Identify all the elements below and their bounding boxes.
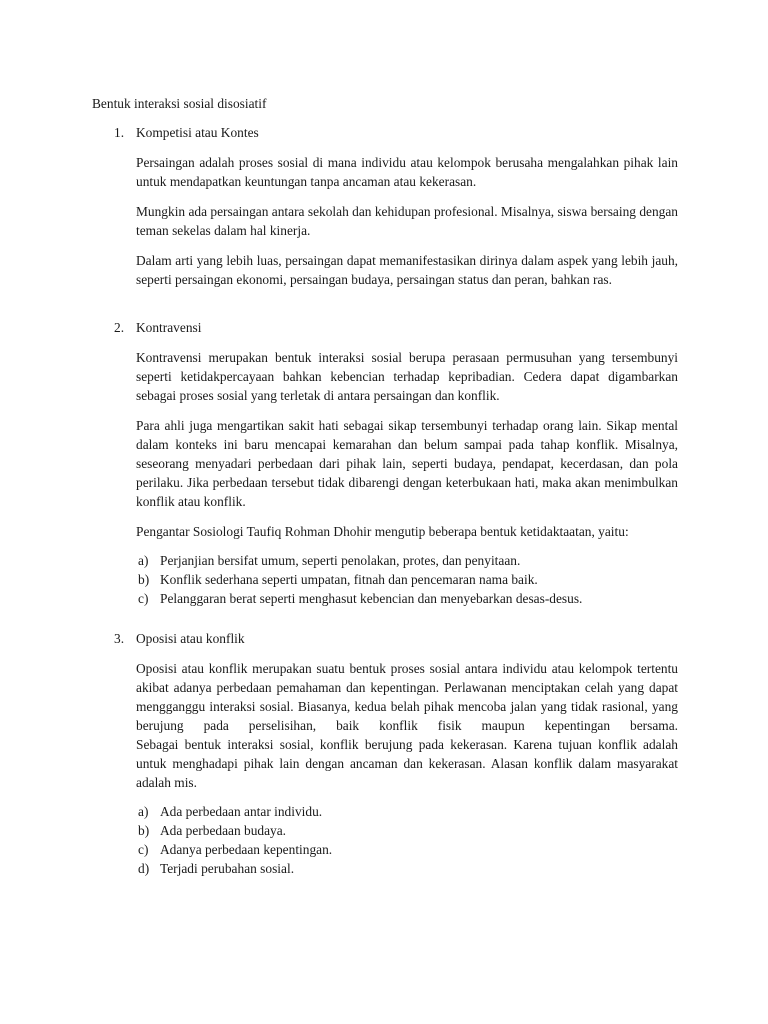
- list-item-marker: d): [138, 861, 150, 876]
- list-item-text: Terjadi perubahan sosial.: [160, 861, 295, 876]
- list-item-text: Adanya perbedaan kepentingan.: [160, 842, 333, 857]
- section-heading: [92, 123, 678, 142]
- list-item-marker: a): [138, 553, 149, 568]
- list-item: [92, 840, 678, 859]
- section-title: Kompetisi atau Kontes: [136, 125, 259, 140]
- paragraph: Para ahli juga mengartikan sakit hati sebagai sikap tersembunyi terhadap orang lain. Sikap mental dalam konteks ini baru mencapai kemarahan dan belum sampai pada tahap konflik. Misalnya, seseorang menyadari perbedaan dari pihak lain, seperti budaya, pendapat, kecerdasan, dan pola perilaku. Jika perbedaan tersebut tidak dibarengi dengan keterbukaan hati, maka akan menimbulkan konflik atau konflik.: [136, 418, 678, 509]
- list-item: [92, 589, 678, 608]
- paragraph: Mungkin ada persaingan antara sekolah dan kehidupan profesional. Misalnya, siswa bersaing dengan teman sekelas dalam hal kinerja.: [136, 204, 678, 238]
- list-item: [92, 859, 678, 878]
- list-item-marker: b): [138, 823, 150, 838]
- section-heading: [92, 629, 678, 648]
- section-title: Kontravensi: [136, 320, 202, 335]
- paragraph: Dalam arti yang lebih luas, persaingan dapat memanifestasikan dirinya dalam aspek yang lebih jauh, seperti persaingan ekonomi, persaingan budaya, persaingan status dan peran, bahkan ras.: [136, 253, 678, 287]
- list-item-text: Ada perbedaan antar individu.: [160, 804, 323, 819]
- section-kontravensi: [92, 318, 678, 608]
- paragraph: Kontravensi merupakan bentuk interaksi sosial berupa perasaan permusuhan yang tersembunyi seperti ketidakpercayaan bahkan kebencian terhadap kepribadian. Cedera dapat digambarkan sebagai proses sosial yang terletak di antara persaingan dan konflik.: [136, 350, 678, 403]
- item-list: [92, 551, 678, 608]
- list-item-marker: a): [138, 804, 149, 819]
- list-item: [92, 570, 678, 589]
- section-kompetisi: [92, 123, 678, 289]
- item-list: [92, 802, 678, 878]
- section-number: 3.: [114, 631, 125, 646]
- section-number: 1.: [114, 125, 125, 140]
- list-item-marker: c): [138, 842, 149, 857]
- list-item-marker: b): [138, 572, 150, 587]
- paragraph: Oposisi atau konflik merupakan suatu bentuk proses sosial antara individu atau kelompok tertentu akibat adanya perbedaan pemahaman dan kepentingan. Perlawanan menciptakan celah yang dapat mengganggu interaksi sosial. Biasanya, kedua belah pihak mencoba jalan yang tidak rasional, yang berujung pada perselisihan, baik konflik fisik maupun kepentingan bersama.: [136, 661, 678, 733]
- section-oposisi: [92, 629, 678, 878]
- section-heading: [92, 318, 678, 337]
- list-item-text: Perjanjian bersifat umum, seperti penolakan, protes, dan penyitaan.: [160, 553, 521, 568]
- list-item: [92, 551, 678, 570]
- list-item: [92, 802, 678, 821]
- document-title: Bentuk interaksi sosial disosiatif: [92, 96, 267, 111]
- paragraph: Pengantar Sosiologi Taufiq Rohman Dhohir mengutip beberapa bentuk ketidaktaatan, yaitu:: [136, 524, 629, 539]
- list-item-text: Pelanggaran berat seperti menghasut kebencian dan menyebarkan desas-desus.: [160, 591, 583, 606]
- section-title: Oposisi atau konflik: [136, 631, 245, 646]
- list-item-text: Konflik sederhana seperti umpatan, fitnah dan pencemaran nama baik.: [160, 572, 538, 587]
- list-item-text: Ada perbedaan budaya.: [160, 823, 287, 838]
- list-item-marker: c): [138, 591, 149, 606]
- list-item: [92, 821, 678, 840]
- section-number: 2.: [114, 320, 125, 335]
- paragraph: Persaingan adalah proses sosial di mana individu atau kelompok berusaha mengalahkan pihak lain untuk mendapatkan keuntungan tanpa ancaman atau kekerasan.: [136, 155, 678, 189]
- paragraph: Sebagai bentuk interaksi sosial, konflik berujung pada kekerasan. Karena tujuan konflik adalah untuk menghadapi pihak lain dengan ancaman dan kekerasan. Alasan konflik dalam masyarakat adalah mis.: [136, 737, 678, 790]
